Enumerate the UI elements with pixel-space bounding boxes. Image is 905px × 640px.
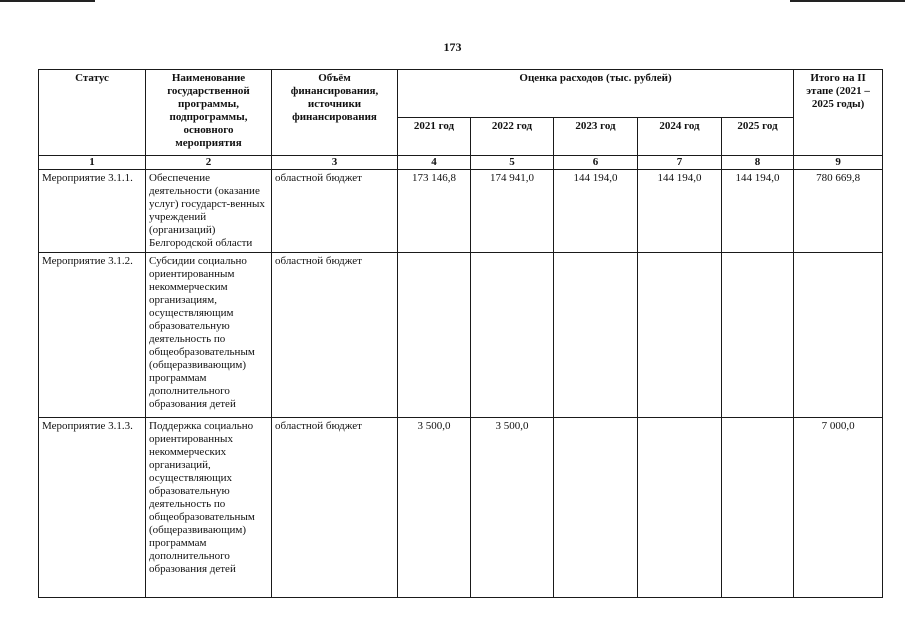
column-number: 6 <box>554 156 638 170</box>
row-value-2021: 173 146,8 <box>398 170 471 253</box>
row-value-2024 <box>638 418 722 598</box>
table-row <box>39 418 883 598</box>
table-row <box>39 253 883 418</box>
row-status: Мероприятие 3.1.3. <box>39 418 146 598</box>
row-name: Субсидии социально ориентированным некоммерческим организациям, осуществляющим образовательную деятельность по общеобразовательным (общеразвивающим) программам дополнительного образования детей <box>146 253 272 418</box>
row-status: Мероприятие 3.1.1. <box>39 170 146 253</box>
column-number: 2 <box>146 156 272 170</box>
row-value-2021 <box>398 253 471 418</box>
column-number-row <box>39 156 883 170</box>
row-source: областной бюджет <box>272 418 398 598</box>
scan-edge-mark <box>0 0 95 2</box>
header-year: 2025 год <box>722 118 794 156</box>
row-total: 7 000,0 <box>794 418 883 598</box>
row-value-2023 <box>554 253 638 418</box>
row-value-2024: 144 194,0 <box>638 170 722 253</box>
expenses-table <box>38 69 883 598</box>
column-number: 1 <box>39 156 146 170</box>
row-value-2024 <box>638 253 722 418</box>
header-status: Статус <box>39 70 146 156</box>
row-source: областной бюджет <box>272 170 398 253</box>
table-row <box>39 170 883 253</box>
header-year: 2021 год <box>398 118 471 156</box>
header-year: 2023 год <box>554 118 638 156</box>
header-name: Наименование государственной программы, подпрограммы, основного мероприятия <box>146 70 272 156</box>
row-value-2025 <box>722 418 794 598</box>
row-total <box>794 253 883 418</box>
row-value-2023: 144 194,0 <box>554 170 638 253</box>
header-row <box>39 70 883 118</box>
row-name: Поддержка социально ориентированных некоммерческих организаций, осуществляющих образовательную деятельность по общеобразовательным (общеразвивающим) программам дополнительного образования детей <box>146 418 272 598</box>
row-value-2025 <box>722 253 794 418</box>
column-number: 3 <box>272 156 398 170</box>
header-total: Итого на II этапе (2021 – 2025 годы) <box>794 70 883 156</box>
row-value-2025: 144 194,0 <box>722 170 794 253</box>
column-number: 7 <box>638 156 722 170</box>
header-year: 2022 год <box>471 118 554 156</box>
scan-edge-mark <box>790 0 905 2</box>
column-number: 4 <box>398 156 471 170</box>
column-number: 8 <box>722 156 794 170</box>
column-number: 9 <box>794 156 883 170</box>
header-volume: Объём финансирования, источники финансирования <box>272 70 398 156</box>
row-name: Обеспечение деятельности (оказание услуг) государст-венных учреждений (организаций) Белгородской области <box>146 170 272 253</box>
row-value-2021: 3 500,0 <box>398 418 471 598</box>
page-number: 173 <box>443 40 462 54</box>
row-total: 780 669,8 <box>794 170 883 253</box>
row-value-2022: 174 941,0 <box>471 170 554 253</box>
header-expenses: Оценка расходов (тыс. рублей) <box>398 70 794 118</box>
row-value-2022: 3 500,0 <box>471 418 554 598</box>
row-status: Мероприятие 3.1.2. <box>39 253 146 418</box>
column-number: 5 <box>471 156 554 170</box>
row-value-2023 <box>554 418 638 598</box>
row-value-2022 <box>471 253 554 418</box>
row-source: областной бюджет <box>272 253 398 418</box>
header-year: 2024 год <box>638 118 722 156</box>
